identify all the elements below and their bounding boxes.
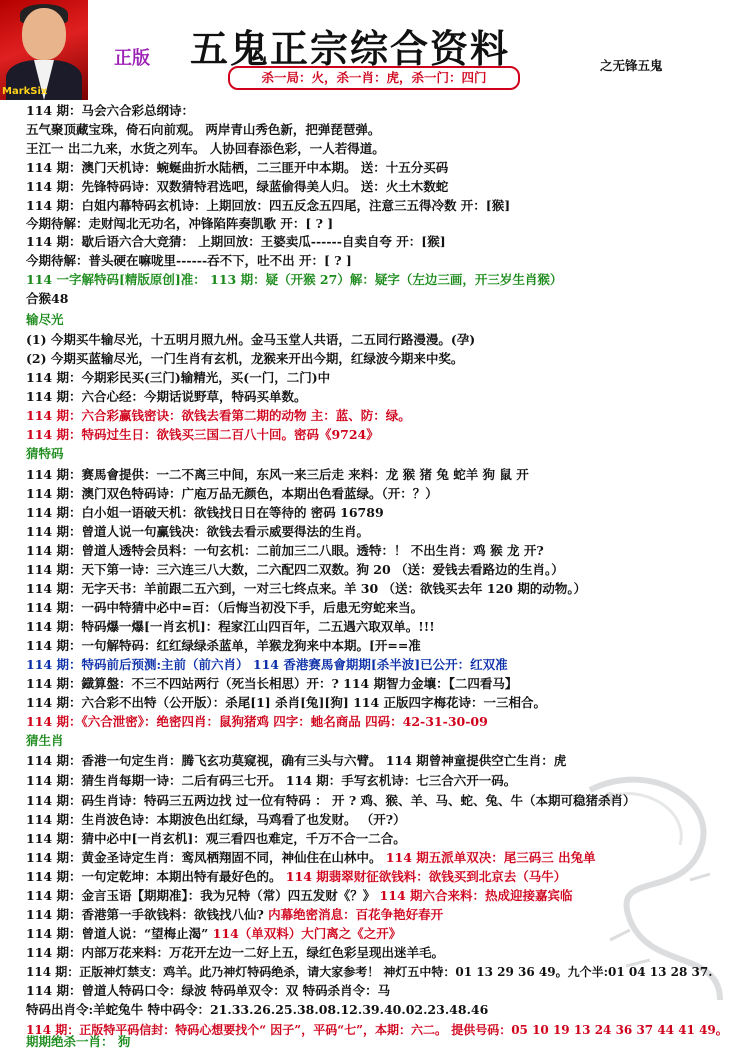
text-line: 114 期：一码中特猜中必中=百：（后悔当初没下手，后患无穷蛇来当。 — [26, 600, 424, 615]
text-line: 114 期：无字天书：羊前跟二五六到，一对三七终点来。羊 30 （送：欲钱买去年 120 期的动物。） — [26, 581, 587, 596]
page-title: 五鬼正宗综合资料 — [190, 26, 511, 71]
text-line: 114 期：歇后语六合大竞猜： 上期回放：王婆卖瓜------自卖自夸 开：[猴] — [26, 234, 446, 249]
text-line: 114 期：内部万花来料：万花开左边一二好上五，绿红色彩呈现出迷羊毛。 — [26, 945, 444, 960]
text-line: 114 期：金言玉语【期期准】：我为兄特（常）四五发财《？》 114 期六合来料：热成迎接嘉宾临 — [26, 888, 573, 903]
text-line: 114 期：白小姐一语破天机：欲钱找日日在等待的 密码 16789 — [26, 505, 384, 520]
kill-banner: 杀一局：火，杀一肖：虎，杀一门：四门 — [228, 66, 520, 90]
text-line: 114 期：一句解特码：红红绿绿杀蓝单，羊猴龙狗来中本期。[开==准 — [26, 638, 421, 653]
avatar — [0, 0, 88, 100]
text-line: (2) 今期买蓝输尽光，一门生肖有玄机，龙猴来开出今期，红绿波今期来中奖。 — [26, 351, 464, 366]
text-line: 114 期：曾道人说一句赢钱决：欲钱去看示威要得法的生肖。 — [26, 524, 369, 539]
text-line: 114 期：六合彩不出特（公开版）：杀尾[1] 杀肖[兔][狗] 114 正版四字梅花诗：一三相合。 — [26, 695, 547, 710]
text-line: 114 期：一句定乾坤：本期出特有最好色的。 114 期翡翠财征欲钱料：欲钱买到北京去（马牛） — [26, 869, 567, 884]
text-line: 114 期：白姐内幕特码玄机诗：上期回放：四五反念五四尾，注意三五得冷数 开：[猴] — [26, 198, 511, 213]
text-line: 114 期：《六合泄密》：绝密四肖：鼠狗猪鸡 四字：虵名商品 四码：42-31-30-09 — [26, 714, 488, 729]
avatar-logo-text: MarkSix — [2, 86, 48, 97]
text-line: 114 期：正版神灯禁支：鸡羊。此乃神灯特码绝杀，请大家参考！ 神灯五中特：01 13 29 36 49。九个半:01 04 13 28 37. — [26, 965, 713, 979]
text-line: 114 期：赛馬會提供：一二不离三中间，东风一来三后走 来料：龙 猴 猪 兔 蛇羊 狗 鼠 开 — [26, 467, 529, 482]
text-line: 114 期：正版特平码信封：特码心想要找个“ 因子”，平码“七”，本期：六二。 提供号码：05 10 19 13 24 36 37 44 41 49。 — [26, 1023, 728, 1037]
text-line: (1) 今期买牛输尽光，十五明月照九州。金马玉堂人共语，二五同行路漫漫。(孕) — [26, 332, 476, 347]
text-line: 114 期：香港第一手欲钱料：欲钱找八仙? 内幕绝密消息：百花争艳好春开 — [26, 907, 444, 922]
text-line: 114 期：曾道人特码口令：绿波 特码单双令：双 特码杀肖令：马 — [26, 983, 391, 998]
text-line: 114 期：特码前后预测:主前（前六肖） 114 香港赛馬會期期[杀半波]已公开：红双准 — [26, 657, 508, 672]
text-line: 114 期：先锋特码诗：双数猜特君选吧，绿蓝偷得美人归。 送：火土木数蛇 — [26, 179, 449, 194]
text-line: 114 期：澳门双色特码诗：广庖万品无颜色，本期出色看蓝绿。（开：？） — [26, 486, 438, 501]
text-line: 今期待解：走财闯北无功名，冲锋陷阵奏凯歌 开：[ ? ] — [26, 216, 334, 231]
text-line: 114 期：澳门天机诗：蜿蜒曲折水陆栖，二三匪开中本期。 送：十五分买码 — [26, 160, 449, 175]
edition-label: 正版 — [114, 48, 150, 69]
author-label: 之无锋五鬼 — [600, 58, 663, 73]
text-line: 114 期：六合心经：今期话说野草，特码买单数。 — [26, 389, 307, 404]
text-line: 114 期：香港一句定生肖：腾飞玄功莫窥视，确有三头与六臂。 114 期曾神童提供空亡生肖：虎 — [26, 753, 567, 768]
text-line: 114 期：生肖波色诗：本期波色出红绿，马鸡看了也发财。 （开?） — [26, 812, 406, 827]
text-line: 114 期：猜生肖每期一诗：二后有码三七开。 114 期：手写玄机诗：七三合六开一码。 — [26, 773, 517, 788]
text-line: 114 期：天下第一诗：三六连三八大数，二六配四二双数。狗 20 （送：爱钱去看路边的生肖。） — [26, 562, 564, 577]
text-line: 114 期：特码爆一爆[一肖玄机]：程家江山四百年，二五遇六取双单。!!! — [26, 619, 435, 634]
text-line: 114 期：黄金圣诗定生肖：鸾凤栖翔固不同，神仙住在山林中。 114 期五派单双决：尾三码三 出兔单 — [26, 850, 596, 865]
text-line: 114 期：六合彩赢钱密诀：欲钱去看第二期的动物 主：蓝、防：绿。 — [26, 408, 411, 423]
text-line: 猜特码 — [26, 446, 64, 461]
text-line: 特码出肖令:羊蛇兔牛 特中码令：21.33.26.25.38.08.12.39.40.02.23.48.46 — [26, 1002, 489, 1017]
text-line: 114 期：曾道人透特会员料：一句玄机：二前加三二八眼。透特：！ 不出生肖：鸡 猴 龙 开? — [26, 543, 544, 558]
text-line: 114 一字解特码[精版原创]准： 113 期：疑（开猴 27）解：疑字（左边三画，开三岁生肖猴） — [26, 272, 563, 287]
text-line: 期期绝杀一肖： 狗 — [26, 1034, 131, 1049]
text-line: 114 期：鐡算盤：不三不四站两行（死当长相思）开：? 114 期智力金壤：【二四看马】 — [26, 676, 518, 691]
text-line: 114 期：码生肖诗：特码三五两边找 过一位有特码 ： 开 ? 鸡、猴、羊、马、蛇、兔、牛（本期可稳猪杀肖） — [26, 793, 636, 808]
text-line: 114 期：马会六合彩总纲诗： — [26, 103, 194, 118]
text-line: 猜生肖 — [26, 733, 64, 748]
text-line: 输尽光 — [26, 312, 64, 327]
text-line: 114 期：今期彩民买(三门)输精光，买(一门，二门)中 — [26, 370, 331, 385]
text-line: 五气聚顶藏宝珠，倚石向前观。 两岸青山秀色新，把弹琵琶弹。 — [26, 122, 381, 137]
text-line: 114 期：曾道人说：“望梅止渴” 114（单双料）大门离之《之开》 — [26, 926, 402, 941]
text-line: 今期待解：普头硬在嘛咙里------吞不下，吐不出 开：[ ? ] — [26, 253, 352, 268]
text-line: 114 期：猜中必中[一肖玄机]：观三看四也难定，千万不合一二合。 — [26, 831, 406, 846]
text-line: 合猴48 — [26, 291, 69, 306]
text-line: 王江一 岀二九来，水货之列车。 人协回春添色彩，一人若得道。 — [26, 141, 385, 156]
text-line: 114 期：特码过生日：欲钱买三国二百八十回。密码《9724》 — [26, 427, 379, 442]
